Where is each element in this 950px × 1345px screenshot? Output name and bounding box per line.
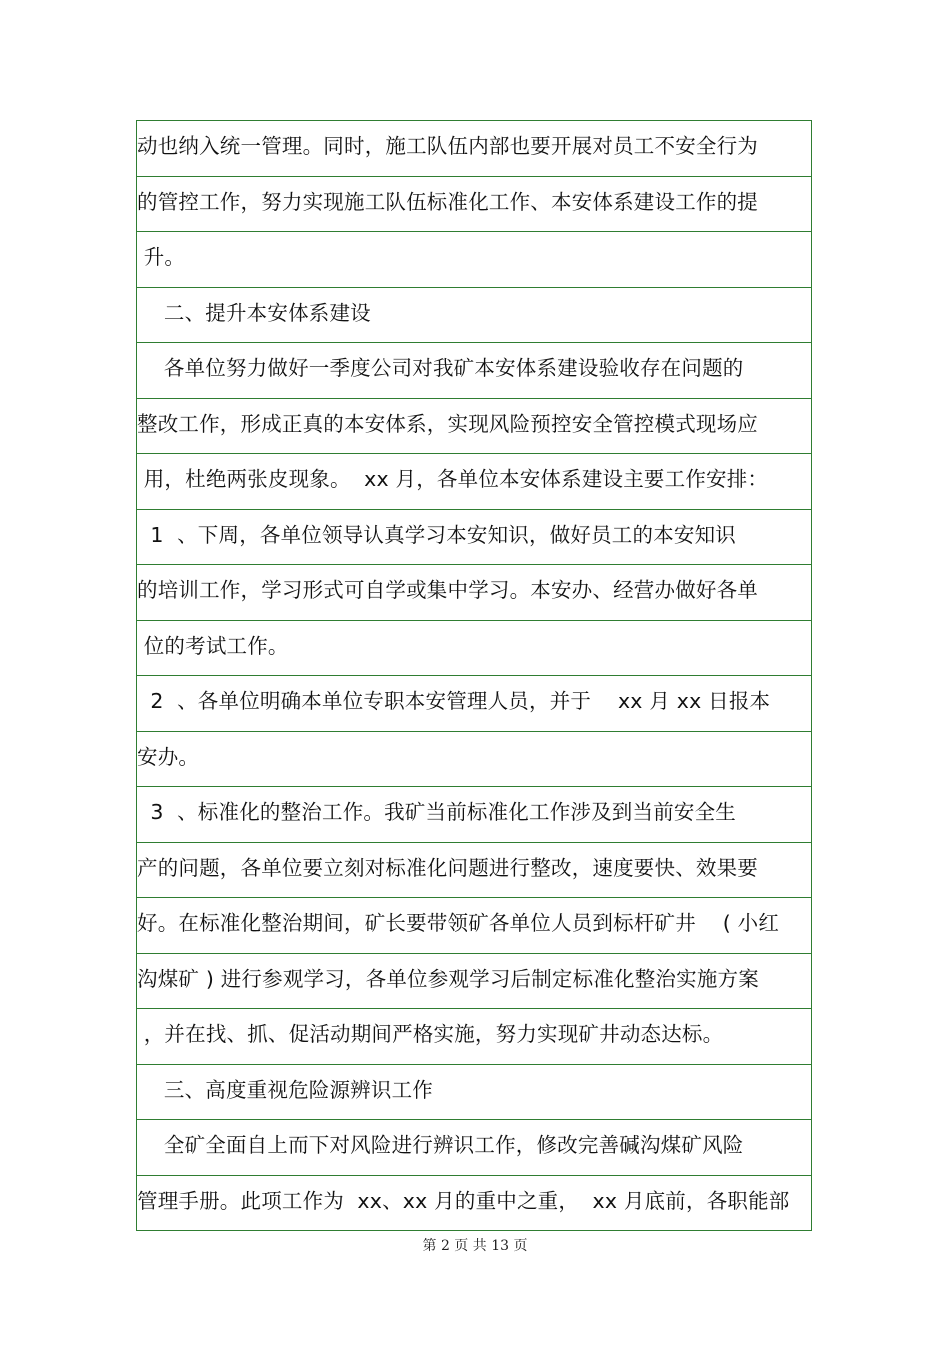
text-row — [137, 565, 811, 621]
text-line: 位的考试工作。 — [137, 633, 289, 658]
text-row — [137, 288, 811, 344]
text-row — [137, 954, 811, 1010]
text-row — [137, 1009, 811, 1065]
page-number-footer: 第 2 页 共 13 页 — [422, 1238, 528, 1254]
text-row — [137, 1176, 811, 1232]
text-row — [137, 1065, 811, 1121]
text-line: 管理手册。此项工作为 xx、xx 月的重中之重， xx 月底前，各职能部 — [137, 1188, 790, 1213]
text-row — [137, 898, 811, 954]
text-row — [137, 454, 811, 510]
text-row — [137, 232, 811, 288]
text-row — [137, 732, 811, 788]
text-row — [137, 676, 811, 732]
text-row — [137, 177, 811, 233]
text-line: 的管控工作，努力实现施工队伍标准化工作、本安体系建设工作的提 — [137, 189, 758, 214]
text-line: 安办。 — [137, 744, 200, 769]
ruled-text-box — [136, 120, 812, 1231]
text-line: 动也纳入统一管理。同时，施工队伍内部也要开展对员工不安全行为 — [137, 134, 758, 158]
text-line: 升。 — [137, 245, 186, 269]
text-row — [137, 510, 811, 566]
text-row — [137, 343, 811, 399]
text-line: 全矿全面自上而下对风险进行辨识工作，修改完善碱沟煤矿风险 — [137, 1133, 744, 1157]
section-heading: 三、高度重视危险源辨识工作 — [137, 1077, 433, 1102]
text-row — [137, 621, 811, 677]
text-line: 沟煤矿 ) 进行参观学习，各单位参观学习后制定标准化整治实施方案 — [137, 966, 759, 991]
list-item-3: 3 、标准化的整治工作。我矿当前标准化工作涉及到当前安全生 — [137, 800, 737, 824]
list-item-2: 2 、各单位明确本单位专职本安管理人员，并于 xx 月 xx 日报本 — [137, 689, 771, 713]
text-line: 产的问题，各单位要立刻对标准化问题进行整改，速度要快、效果要 — [137, 855, 758, 880]
text-row — [137, 399, 811, 455]
section-heading: 二、提升本安体系建设 — [137, 300, 371, 325]
text-line: 的培训工作，学习形式可自学或集中学习。本安办、经营办做好各单 — [137, 578, 758, 602]
text-row — [137, 787, 811, 843]
text-line: 整改工作，形成正真的本安体系，实现风险预控安全管控模式现场应 — [137, 411, 758, 436]
text-line: 好。在标准化整治期间，矿长要带领矿各单位人员到标杆矿井 ( 小红 — [137, 911, 780, 935]
text-line: ，并在找、抓、促活动期间严格实施，努力实现矿井动态达标。 — [137, 1022, 724, 1046]
text-row — [137, 843, 811, 899]
text-row — [137, 1120, 811, 1176]
text-row — [137, 121, 811, 177]
text-line: 各单位努力做好一季度公司对我矿本安体系建设验收存在问题的 — [137, 356, 744, 380]
text-line: 用，杜绝两张皮现象。 xx 月，各单位本安体系建设主要工作安排： — [137, 467, 769, 491]
list-item-1: 1 、下周，各单位领导认真学习本安知识，做好员工的本安知识 — [137, 522, 737, 547]
